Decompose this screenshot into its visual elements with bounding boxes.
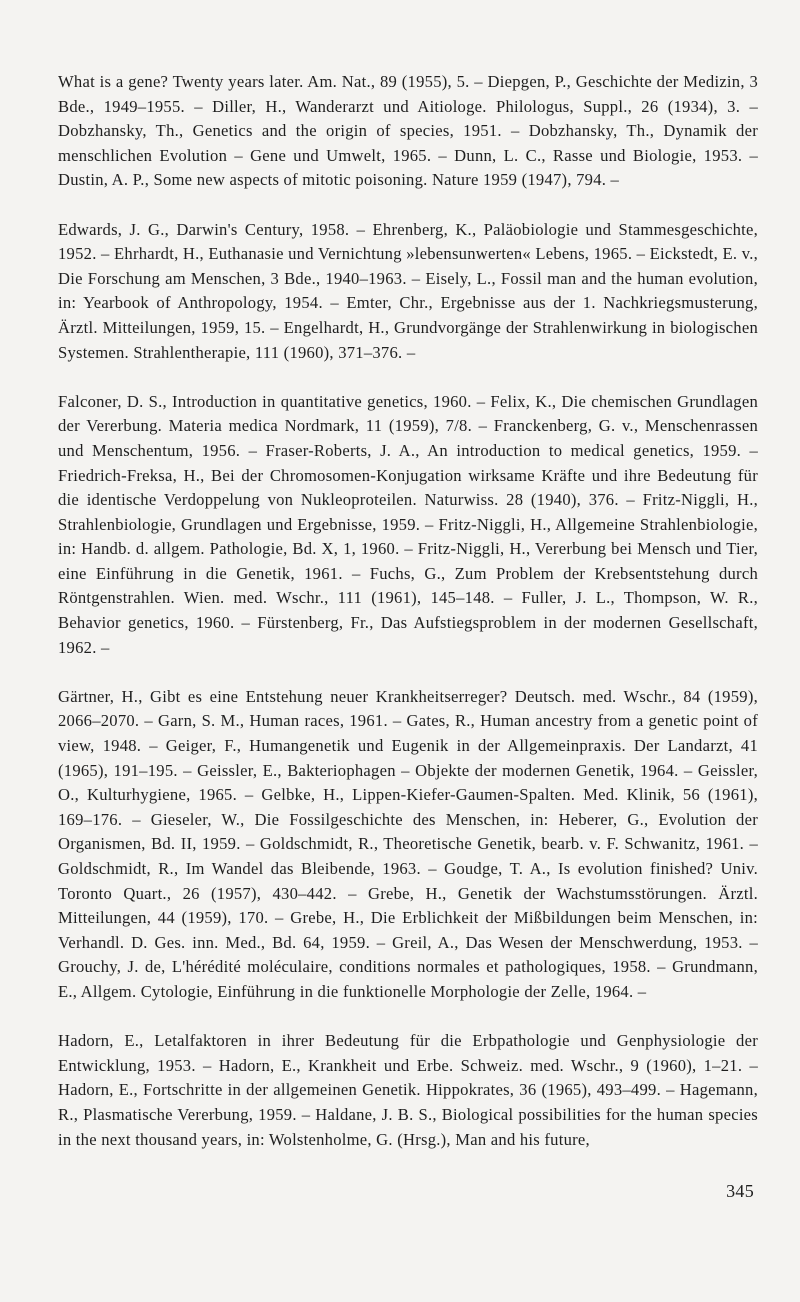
bibliography-paragraph-h: Hadorn, E., Letalfaktoren in ihrer Bedeutung für die Erbpathologie und Genphysiologie der Entwicklung, 1953. – Hadorn, E., Krankheit und Erbe. Schweiz. med. Wschr., 9 (1960), 1–21. – Hadorn, E., Fortschritte in der allgemeinen Genetik. Hippokrates, 36 (1965), 493–499. – Hagemann, R., Plasmatische Vererbung, 1959. – Haldane, J. B. S., Biological possibilities for the human species in the next thousand years, in: Wolstenholme, G. (Hrsg.), Man and his future,	[58, 1031, 758, 1149]
bibliography-paragraph-d: What is a gene? Twenty years later. Am. Nat., 89 (1955), 5. – Diepgen, P., Geschichte der Medizin, 3 Bde., 1949–1955. – Diller, H., Wanderarzt und Aitiologe. Philologus, Suppl., 26 (1934), 3. – Dobzhansky, Th., Genetics and the origin of species, 1951. – Dobzhansky, Th., Dynamik der menschlichen Evolution – Gene und Umwelt, 1965. – Dunn, L. C., Rasse und Biologie, 1953. – Dustin, A. P., Some new aspects of mitotic poisoning. Nature 1959 (1947), 794. –	[58, 72, 758, 190]
bibliography-paragraph-f: Falconer, D. S., Introduction in quantitative genetics, 1960. – Felix, K., Die chemischen Grundlagen der Vererbung. Materia medica Nordmark, 11 (1959), 7/8. – Franckenberg, G. v., Menschenrassen und Menschentum, 1956. – Fraser-Roberts, J. A., An introduction to medical genetics, 1959. – Friedrich-Freksa, H., Bei der Chromosomen-Konjugation wirksame Kräfte und ihre Bedeutung für die identische Verdoppelung von Nukleoproteilen. Naturwiss. 28 (1940), 376. – Fritz-Niggli, H., Strahlenbiologie, Grundlagen und Ergebnisse, 1959. – Fritz-Niggli, H., Allgemeine Strahlenbiologie, in: Handb. d. allgem. Pathologie, Bd. X, 1, 1960. – Fritz-Niggli, H., Vererbung bei Mensch und Tier, eine Einführung in die Genetik, 1961. – Fuchs, G., Zum Problem der Krebsentstehung durch Röntgenstrahlen. Wien. med. Wschr., 111 (1961), 145–148. – Fuller, J. L., Thompson, W. R., Behavior genetics, 1960. – Fürstenberg, Fr., Das Aufstiegsproblem in der modernen Gesellschaft, 1962. –	[58, 391, 758, 657]
page-number: 345	[726, 1181, 754, 1201]
bibliography-paragraph-g: Gärtner, H., Gibt es eine Entstehung neuer Krankheitserreger? Deutsch. med. Wschr., 84 (1959), 2066–2070. – Garn, S. M., Human races, 1961. – Gates, R., Human ancestry from a genetic point of view, 1948. – Geiger, F., Humangenetik und Eugenik in der Allgemeinpraxis. Der Landarzt, 41 (1965), 191–195. – Geissler, E., Bakteriophagen – Objekte der modernen Genetik, 1964. – Geissler, O., Kulturhygiene, 1965. – Gelbke, H., Lippen-Kiefer-Gaumen-Spalten. Med. Klinik, 56 (1961), 169–176. – Gieseler, W., Die Fossilgeschichte des Menschen, in: Heberer, G., Evolution der Organismen, Bd. II, 1959. – Goldschmidt, R., Theoretische Genetik, bearb. v. F. Schwanitz, 1961. – Goldschmidt, R., Im Wandel das Bleibende, 1963. – Goudge, T. A., Is evolution finished? Univ. Toronto Quart., 26 (1957), 430–442. – Grebe, H., Genetik der Wachstumsstörungen. Ärztl. Mitteilungen, 44 (1959), 170. – Grebe, H., Die Erblichkeit der Mißbildungen beim Menschen, in: Verhandl. D. Ges. inn. Med., Bd. 64, 1959. – Greil, A., Das Wesen der Menschwerdung, 1953. – Grouchy, J. de, L'hérédité moléculaire, conditions normales et pathologiques, 1958. – Grundmann, E., Allgem. Cytologie, Einführung in die funktionelle Morphologie der Zelle, 1964. –	[58, 686, 758, 1001]
bibliography-paragraph-e: Edwards, J. G., Darwin's Century, 1958. – Ehrenberg, K., Paläobiologie und Stammesgeschichte, 1952. – Ehrhardt, H., Euthanasie und Vernichtung »lebensunwerten« Lebens, 1965. – Eickstedt, E. v., Die Forschung am Menschen, 3 Bde., 1940–1963. – Eisely, L., Fossil man and the human evolution, in: Yearbook of Anthropology, 1954. – Emter, Chr., Ergebnisse aus der 1. Nachkriegsmusterung, Ärztl. Mitteilungen, 1959, 15. – Engelhardt, H., Grundvorgänge der Strahlenwirkung in biologischen Systemen. Strahlentherapie, 111 (1960), 371–376. –	[58, 219, 758, 362]
bibliography-page	[58, 70, 758, 1177]
